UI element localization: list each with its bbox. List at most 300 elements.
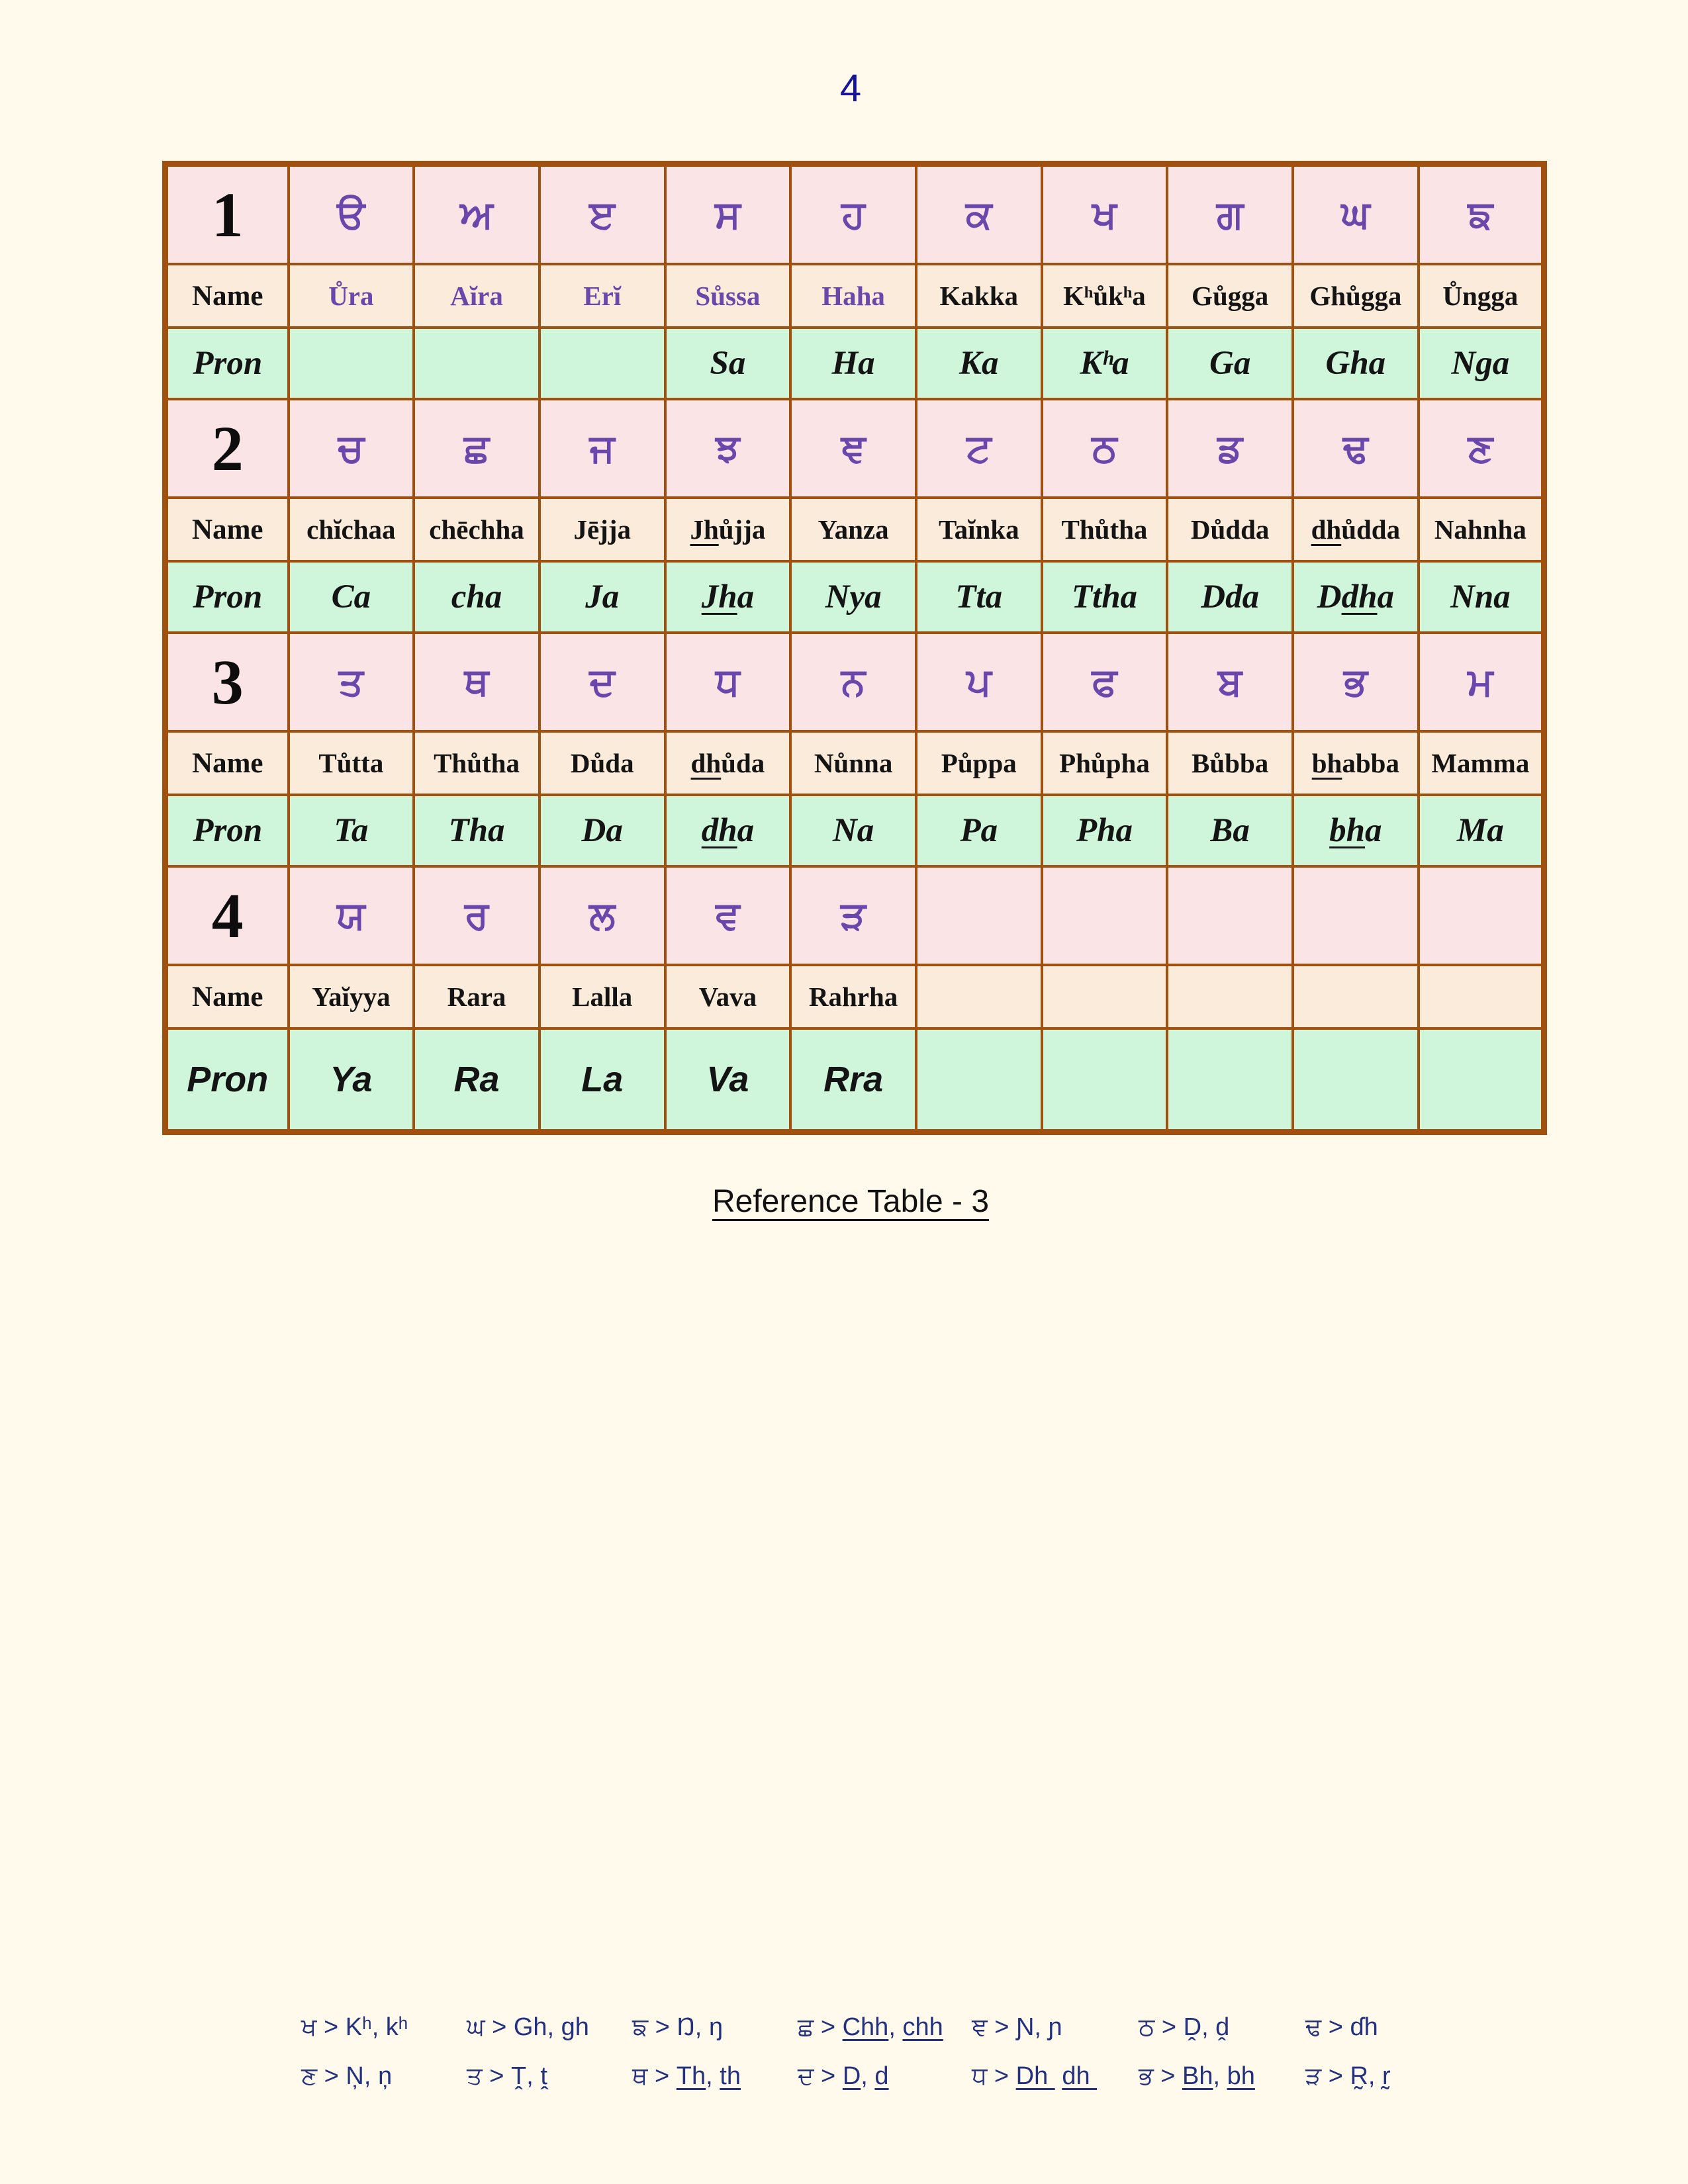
name-cell (539, 731, 665, 795)
pron-label-cell (165, 795, 289, 866)
pron-cell (539, 795, 665, 866)
pronunciation-post: a (737, 578, 755, 615)
letter-cell (1293, 399, 1419, 498)
name-cell (414, 965, 539, 1028)
letter-name-pre: Kakka (939, 281, 1019, 311)
pron-cell (1167, 795, 1293, 866)
letter-cell (916, 399, 1042, 498)
letter-name (1431, 748, 1529, 778)
legend-gurmukhi-letter: ਤ (467, 2062, 483, 2090)
name-cell (665, 264, 791, 328)
legend-gurmukhi-letter: ੜ (1305, 2062, 1322, 2090)
pronunciation-pre: Ra (453, 1060, 500, 1099)
letter-name-underlined: dh (1311, 514, 1342, 545)
pronunciation-pre: Ha (831, 345, 875, 382)
legend-value: Ɲ, ɲ (1015, 2013, 1062, 2041)
legend-value: bh (1227, 2062, 1255, 2090)
pron-label-cell (165, 1028, 289, 1132)
gurmukhi-letter: ਝ (716, 426, 740, 471)
table-caption-text: Reference Table - 3 (712, 1184, 990, 1219)
pronunciation-underlined: dh (701, 812, 737, 849)
alphabet-table-grid (162, 161, 1547, 1135)
name-cell (1042, 965, 1168, 1028)
legend-separator: > (1321, 2062, 1350, 2090)
pronunciation-pre: La (581, 1060, 624, 1099)
name-cell (1167, 731, 1293, 795)
letter-name (691, 748, 765, 778)
gurmukhi-letter: ਧ (716, 659, 740, 704)
letter-name-pre: Erĭ (583, 281, 622, 311)
pronunciation (706, 1060, 749, 1099)
pronunciation (825, 578, 882, 615)
pronunciation-pre: Gha (1325, 345, 1386, 382)
name-cell (1167, 498, 1293, 561)
name-cell (790, 731, 916, 795)
letter-name-pre: Jējja (573, 514, 631, 545)
pron-cell (289, 561, 414, 633)
name-cell (665, 731, 791, 795)
letter-name (571, 748, 634, 778)
legend-separator: > (482, 2062, 511, 2090)
name-cell (790, 498, 916, 561)
letter-name (821, 281, 885, 311)
legend-separator: > (1153, 2062, 1182, 2090)
pronunciation (1210, 812, 1250, 849)
pron-cell (1167, 1028, 1293, 1132)
pronunciation-underlined: Jh (701, 578, 737, 615)
letter-name-pre: Ůngga (1442, 281, 1519, 311)
pronunciation-pre: Pa (960, 812, 998, 849)
letter-cell (289, 633, 414, 731)
pron-cell (1042, 1028, 1168, 1132)
name-label-cell (165, 965, 289, 1028)
name-cell (539, 965, 665, 1028)
letter-cell (1167, 399, 1293, 498)
pron-label: Pron (193, 345, 263, 382)
legend-separator: > (1321, 2013, 1350, 2041)
name-cell (289, 498, 414, 561)
name-row (165, 264, 1544, 328)
pronunciation-pre: Ja (585, 578, 620, 615)
name-cell (916, 731, 1042, 795)
pron-cell (1167, 561, 1293, 633)
pron-cell (414, 561, 539, 633)
legend-item (467, 2061, 547, 2091)
pronunciation (1457, 812, 1504, 849)
pron-label-cell (165, 561, 289, 633)
name-cell (289, 731, 414, 795)
letter-name-pre: Taĭnka (938, 514, 1019, 545)
name-cell (1042, 731, 1168, 795)
letter-name (1063, 281, 1146, 311)
name-cell (1419, 264, 1544, 328)
letter-name-pre: Rahrha (808, 981, 898, 1012)
letter-name (699, 981, 757, 1012)
name-label-cell (165, 731, 289, 795)
letter-name-pre: Yaĭyya (312, 981, 391, 1012)
pronunciation-pre: Rra (823, 1060, 884, 1099)
gurmukhi-letter: ਪ (966, 659, 992, 704)
letter-cell (289, 399, 414, 498)
letter-cell (790, 164, 916, 265)
legend-value: Dh (1015, 2062, 1055, 2090)
pronunciation-pre: Ka (959, 345, 999, 382)
letter-cell (790, 399, 916, 498)
row-number: 3 (211, 647, 244, 717)
pronunciation-post: a (1365, 812, 1382, 849)
legend-gurmukhi-letter: ਧ (972, 2062, 988, 2090)
letter-cell (1042, 399, 1168, 498)
legend-gurmukhi-letter: ਖ (301, 2013, 317, 2041)
letter-name-pre: Gůgga (1192, 281, 1269, 311)
legend-separator: > (987, 2062, 1016, 2090)
pronunciation-pre: Va (706, 1060, 749, 1099)
name-cell (1419, 731, 1544, 795)
pron-cell (289, 328, 414, 399)
letter-cell (1419, 866, 1544, 965)
gurmukhi-letter: ੳ (337, 192, 365, 237)
letter-name (306, 514, 395, 545)
gurmukhi-letter: ਣ (1468, 426, 1493, 471)
letters-row (165, 399, 1544, 498)
name-cell (539, 264, 665, 328)
letter-name (1062, 514, 1148, 545)
letter-name (447, 981, 506, 1012)
letter-cell (916, 866, 1042, 965)
letter-name (1309, 281, 1401, 311)
letters-row (165, 633, 1544, 731)
alphabet-table-body (165, 164, 1544, 1132)
legend-item (632, 2012, 723, 2042)
pron-cell (414, 328, 539, 399)
name-row (165, 965, 1544, 1028)
legend-gurmukhi-letter: ਞ (972, 2013, 988, 2041)
name-row (165, 731, 1544, 795)
name-label: Name (192, 280, 263, 312)
pronunciation (332, 578, 371, 615)
gurmukhi-letter: ਢ (1342, 426, 1368, 471)
pronunciation (581, 1060, 623, 1099)
letter-name-post: abba (1342, 748, 1399, 778)
name-cell (539, 498, 665, 561)
letter-cell (1042, 164, 1168, 265)
pron-row (165, 328, 1544, 399)
letter-cell (790, 866, 916, 965)
letter-name (312, 981, 390, 1012)
pron-cell (916, 561, 1042, 633)
name-label: Name (192, 981, 263, 1013)
gurmukhi-letter: ਞ (841, 426, 866, 471)
letter-cell (414, 164, 539, 265)
letter-name-pre: Tůtta (318, 748, 384, 778)
gurmukhi-letter: ਥ (464, 659, 489, 704)
pronunciation (1317, 578, 1394, 615)
letter-cell (1042, 866, 1168, 965)
pronunciation (823, 1060, 883, 1099)
row-number: 4 (211, 880, 244, 951)
name-cell (1042, 498, 1168, 561)
letter-cell (1293, 633, 1419, 731)
legend-value: Kʰ, kʰ (345, 2013, 408, 2041)
legend-gurmukhi-letter: ਘ (467, 2013, 485, 2041)
letter-name (1434, 514, 1526, 545)
pron-cell (1419, 1028, 1544, 1132)
letter-cell (790, 633, 916, 731)
legend-value: Ņ, ņ (346, 2062, 393, 2090)
pron-cell (665, 328, 791, 399)
legend-value: chh (902, 2013, 943, 2041)
letters-row (165, 164, 1544, 265)
pronunciation (585, 578, 619, 615)
letter-name-pre: Ůra (328, 281, 374, 311)
legend-value: dh (1062, 2062, 1098, 2090)
letter-name (695, 281, 760, 311)
name-cell (1167, 264, 1293, 328)
pron-cell (1293, 561, 1419, 633)
row-number-cell (165, 633, 289, 731)
row-number: 2 (211, 413, 244, 484)
gurmukhi-letter: ਕ (966, 192, 992, 237)
letter-cell (289, 164, 414, 265)
pronunciation-pre: Nna (1450, 578, 1511, 615)
letter-cell (1293, 164, 1419, 265)
name-cell (916, 965, 1042, 1028)
letter-name (818, 514, 889, 545)
letter-cell (665, 633, 791, 731)
name-cell (1419, 498, 1544, 561)
gurmukhi-letter: ਯ (337, 893, 365, 938)
letter-name (940, 281, 1019, 311)
letter-cell (539, 399, 665, 498)
pronunciation-pre: Ta (334, 812, 369, 849)
pronunciation (833, 812, 874, 849)
pronunciation-pre: Ttha (1071, 578, 1138, 615)
pron-cell (916, 328, 1042, 399)
pronunciation (1451, 345, 1509, 382)
pron-cell (1167, 328, 1293, 399)
name-cell (1419, 965, 1544, 1028)
pronunciation (960, 812, 998, 849)
name-cell (916, 264, 1042, 328)
legend-item (301, 2061, 392, 2091)
legend-gurmukhi-letter: ਦ (798, 2062, 814, 2090)
pron-cell (539, 328, 665, 399)
pronunciation-pre: Nya (825, 578, 882, 615)
pron-cell (916, 1028, 1042, 1132)
pronunciation (1076, 812, 1133, 849)
letter-name (1442, 281, 1518, 311)
pronunciation-pre: Ma (1456, 812, 1504, 849)
name-cell (1293, 731, 1419, 795)
legend-value: Gh, gh (513, 2013, 589, 2041)
pronunciation-pre: Na (832, 812, 874, 849)
name-cell (1293, 498, 1419, 561)
letter-name (690, 514, 765, 545)
letter-name (429, 514, 524, 545)
pronunciation (334, 812, 368, 849)
gurmukhi-letter: ੲ (589, 192, 616, 237)
pron-cell (790, 795, 916, 866)
letter-name-pre: Důdda (1190, 514, 1270, 545)
pron-cell (414, 1028, 539, 1132)
letter-cell (1167, 866, 1293, 965)
name-cell (1293, 965, 1419, 1028)
letters-row (165, 866, 1544, 965)
letter-name-post: ůda (721, 748, 765, 778)
gurmukhi-letter: ਙ (1468, 192, 1493, 237)
letter-name-pre: Rara (447, 981, 506, 1012)
pron-cell (289, 795, 414, 866)
name-cell (790, 965, 916, 1028)
pron-cell (289, 1028, 414, 1132)
letter-name-pre: chēchha (429, 514, 524, 545)
pronunciation (582, 812, 623, 849)
pron-cell (790, 1028, 916, 1132)
letter-cell (916, 633, 1042, 731)
letter-name-pre: Nahnha (1434, 514, 1526, 545)
legend-value: Ṱ, ṱ (511, 2062, 547, 2090)
pronunciation-pre: Kʰa (1080, 345, 1129, 382)
pronunciation (1072, 578, 1137, 615)
name-cell (414, 731, 539, 795)
name-label: Name (192, 514, 263, 545)
pronunciation (1450, 578, 1511, 615)
pron-cell (539, 1028, 665, 1132)
letter-name-pre: Ghůgga (1309, 281, 1402, 311)
letter-name-pre: Kʰůkʰa (1063, 281, 1146, 311)
row-number: 1 (211, 179, 244, 250)
legend-value: d (874, 2062, 889, 2090)
legend-item (1305, 2012, 1378, 2042)
letter-name (318, 748, 383, 778)
gurmukhi-letter: ਵ (716, 893, 740, 938)
legend-separator: > (317, 2062, 346, 2090)
letter-name (1192, 748, 1268, 778)
letter-name (434, 748, 520, 778)
pronunciation (955, 578, 1002, 615)
letter-name-pre: Phůpha (1059, 748, 1150, 778)
pron-cell (665, 795, 791, 866)
letter-cell (414, 399, 539, 498)
pron-cell (916, 795, 1042, 866)
pronunciation (1325, 345, 1385, 382)
letter-name-post: ůjja (718, 514, 766, 545)
pron-cell (790, 328, 916, 399)
legend-value: th (720, 2062, 741, 2090)
gurmukhi-letter: ਨ (841, 659, 866, 704)
name-cell (289, 264, 414, 328)
legend-value (1055, 2062, 1062, 2090)
legend-value: Ḓ, ḓ (1183, 2013, 1230, 2041)
gurmukhi-letter: ਬ (1218, 659, 1243, 704)
pron-label: Pron (187, 1060, 269, 1099)
pron-cell (665, 1028, 791, 1132)
legend-value: D (842, 2062, 861, 2090)
name-cell (665, 965, 791, 1028)
pron-cell (1419, 795, 1544, 866)
name-cell (289, 965, 414, 1028)
letter-name (809, 981, 898, 1012)
gurmukhi-letter: ਭ (1344, 659, 1368, 704)
gurmukhi-letter: ਲ (589, 893, 616, 938)
gurmukhi-letter: ਤ (338, 659, 363, 704)
pronunciation (959, 345, 999, 382)
legend-value: , (1213, 2062, 1227, 2090)
letter-name (941, 748, 1017, 778)
letter-name (583, 281, 621, 311)
name-cell (665, 498, 791, 561)
letter-cell (539, 866, 665, 965)
pronunciation-underlined: dh (1341, 578, 1378, 615)
gurmukhi-letter: ਡ (1217, 426, 1243, 471)
name-cell (1293, 264, 1419, 328)
legend-separator: > (316, 2013, 346, 2041)
pronunciation-post: a (737, 812, 755, 849)
letter-cell (665, 164, 791, 265)
legend-separator: > (814, 2013, 843, 2041)
pron-cell (790, 561, 916, 633)
letter-cell (1167, 164, 1293, 265)
pronunciation (710, 345, 745, 382)
pron-cell (1293, 1028, 1419, 1132)
letter-name-pre: Thůtha (1061, 514, 1148, 545)
legend-gurmukhi-letter: ਠ (1139, 2013, 1155, 2041)
letter-name-pre: Sůssa (695, 281, 761, 311)
letter-name-pre: chĭchaa (306, 514, 396, 545)
legend-item (972, 2061, 1097, 2091)
pronunciation-pre: Sa (710, 345, 746, 382)
letter-cell (414, 866, 539, 965)
pron-cell (665, 561, 791, 633)
letter-name-pre: Nůnna (814, 748, 893, 778)
pron-cell (1419, 328, 1544, 399)
row-number-cell (165, 866, 289, 965)
gurmukhi-letter: ਹ (841, 192, 865, 237)
legend-value: ɗh (1350, 2013, 1378, 2041)
gurmukhi-letter: ਰ (465, 893, 489, 938)
legend-value: Bh (1182, 2062, 1213, 2090)
legend-item (467, 2012, 589, 2042)
letter-name (814, 748, 893, 778)
pronunciation-pre: Ca (331, 578, 371, 615)
letter-cell (539, 633, 665, 731)
pronunciation-pre: Tta (955, 578, 1003, 615)
pronunciation (330, 1060, 372, 1099)
name-label-cell (165, 498, 289, 561)
page-number: 4 (839, 67, 862, 110)
pronunciation-post: a (1377, 578, 1394, 615)
legend-item (1139, 2061, 1255, 2091)
pron-cell (414, 795, 539, 866)
legend-item (972, 2012, 1062, 2042)
gurmukhi-letter: ਖ (1092, 192, 1117, 237)
letter-name (1192, 281, 1268, 311)
legend-item (798, 2012, 943, 2042)
pronunciation-underlined: bh (1329, 812, 1366, 849)
pronunciation (449, 812, 505, 849)
gurmukhi-letter: ਘ (1341, 192, 1370, 237)
letter-cell (1167, 633, 1293, 731)
legend-value: , (888, 2013, 903, 2041)
name-cell (916, 498, 1042, 561)
name-cell (790, 264, 916, 328)
legend-value: Th (676, 2062, 706, 2090)
letter-name-pre: Thůtha (434, 748, 520, 778)
letter-name-pre: Mamma (1431, 748, 1530, 778)
letter-name-pre: Aĭra (450, 281, 503, 311)
pronunciation-pre: Dda (1201, 578, 1260, 615)
legend-value: R̰, r̰ (1350, 2062, 1391, 2090)
